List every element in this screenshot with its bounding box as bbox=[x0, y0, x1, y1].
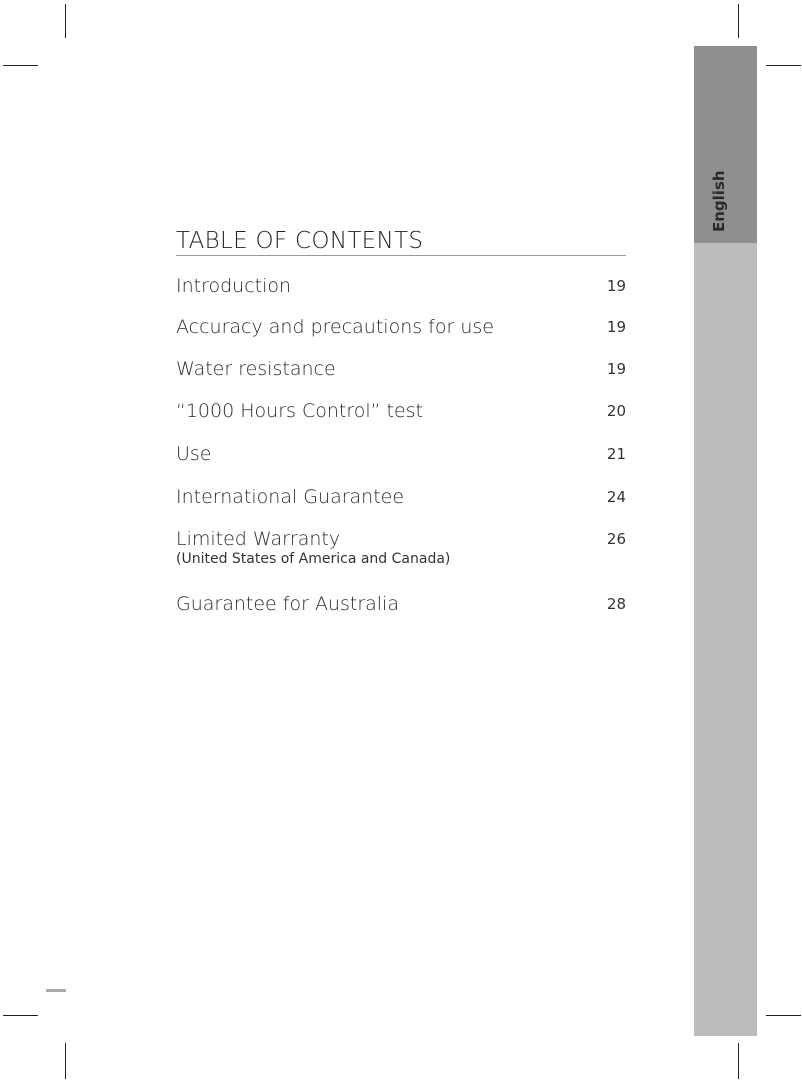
crop-mark bbox=[3, 65, 38, 66]
toc-entry-label: Introduction bbox=[176, 275, 292, 297]
crop-mark bbox=[65, 4, 66, 38]
toc-entry[interactable] bbox=[176, 358, 626, 380]
toc-entry-page: 20 bbox=[606, 402, 626, 420]
toc-entry-label: Accuracy and precautions for use bbox=[176, 316, 494, 338]
toc-title: TABLE OF CONTENTS bbox=[176, 228, 424, 254]
toc-entry[interactable] bbox=[176, 528, 626, 567]
crop-mark bbox=[766, 1015, 801, 1016]
toc-entry-label: “1000 Hours Control” test bbox=[176, 400, 423, 422]
language-tab-label: English bbox=[710, 170, 728, 232]
toc-entry-page: 28 bbox=[606, 595, 626, 613]
toc-entry-page: 19 bbox=[606, 360, 626, 378]
crop-mark bbox=[766, 65, 801, 66]
toc-entry-label: Water resistance bbox=[176, 358, 336, 380]
toc-entry-page: 19 bbox=[606, 277, 626, 295]
toc-entry-label: Use bbox=[176, 443, 212, 465]
crop-mark bbox=[738, 1043, 739, 1079]
toc-entry[interactable] bbox=[176, 316, 626, 338]
crop-mark bbox=[738, 4, 739, 38]
toc-entry-page: 19 bbox=[606, 318, 626, 336]
toc-entry-label: Guarantee for Australia bbox=[176, 593, 399, 615]
page-dash bbox=[46, 989, 66, 992]
toc-entry[interactable] bbox=[176, 593, 626, 615]
toc-entry-label: Limited Warranty bbox=[176, 528, 341, 550]
toc-entry[interactable] bbox=[176, 400, 626, 422]
crop-mark bbox=[3, 1015, 38, 1016]
toc-entry-label: International Guarantee bbox=[176, 486, 405, 508]
toc-entry[interactable] bbox=[176, 486, 626, 508]
title-rule bbox=[176, 255, 626, 256]
crop-mark bbox=[65, 1043, 66, 1079]
toc-entry-page: 26 bbox=[606, 530, 626, 548]
toc-entry-sublabel: (United States of America and Canada) bbox=[176, 551, 451, 567]
toc-entry-page: 24 bbox=[606, 488, 626, 506]
toc-entry[interactable] bbox=[176, 443, 626, 465]
toc-entry[interactable] bbox=[176, 275, 626, 297]
side-band bbox=[694, 243, 757, 1036]
toc-entry-page: 21 bbox=[606, 445, 626, 463]
